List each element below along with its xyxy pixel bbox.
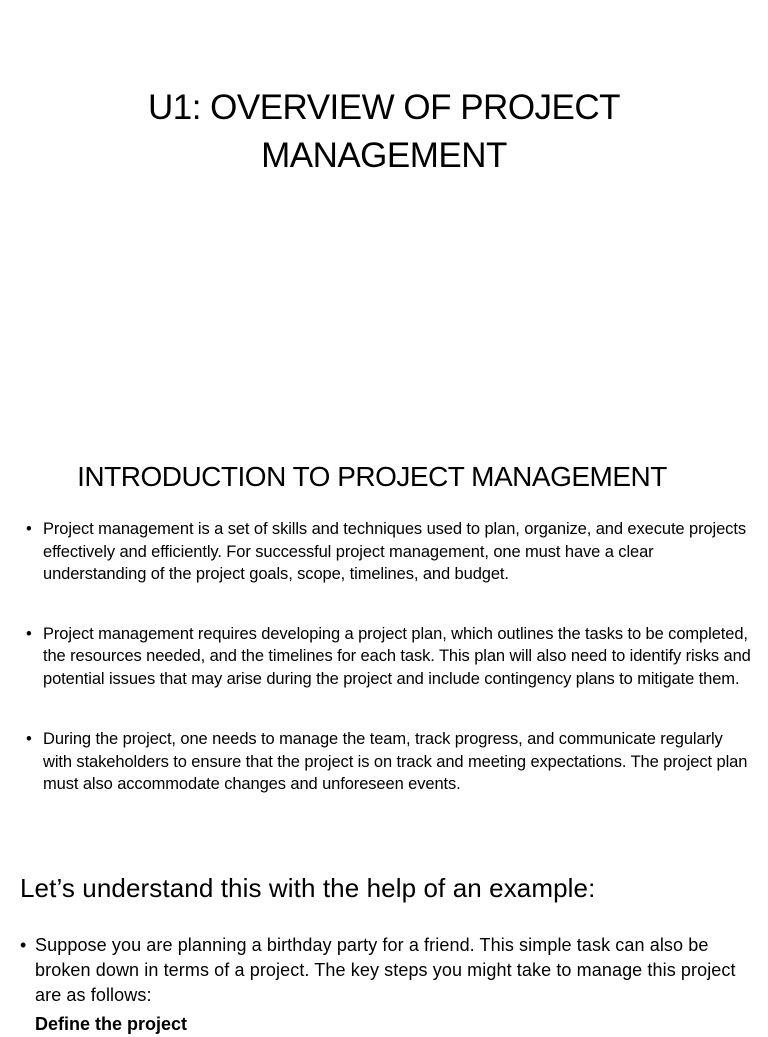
title-line-2: MANAGEMENT [261,136,507,175]
section-title: INTRODUCTION TO PROJECT MANAGEMENT [77,461,667,492]
page-title [0,84,768,180]
bullet-icon: • [20,935,27,955]
list-item [26,728,756,796]
example-heading: Let’s understand this with the help of an example: [20,873,596,903]
list-item [26,518,756,586]
bullet-icon: • [26,730,32,748]
bullet-text: During the project, one needs to manage the team, track progress, and communicate regularly with stakeholders to ensure that the project is on track and meeting expectations. The project plan must also accommodate changes and unforeseen events. [43,730,748,793]
cut-off-text: Define the project [35,1014,188,1034]
bullet-text: Project management requires developing a project plan, which outlines the tasks to be completed, the resources needed, and the timelines for each task. This plan will also need to identify risks and potential issues that may arise during the project and include contingency plans to mitigate them. [43,624,751,688]
bullet-icon: • [26,624,32,643]
bullet-text: Project management is a set of skills and techniques used to plan, organize, and execute projects effectively and efficiently. For successful project management, one must have a clear understanding of the project goals, scope, timelines, and budget. [43,520,746,583]
list-item [20,933,750,1008]
intro-bullet-list [26,518,756,796]
list-item [26,623,756,691]
bullet-text: Suppose you are planning a birthday party for a friend. This simple task can also be broken down in terms of a project. The key steps you might take to manage this project are as follows: [35,935,736,1005]
example-bullet-list [20,933,750,1008]
title-line-1: U1: OVERVIEW OF PROJECT [147,88,621,127]
bullet-icon: • [26,520,32,538]
